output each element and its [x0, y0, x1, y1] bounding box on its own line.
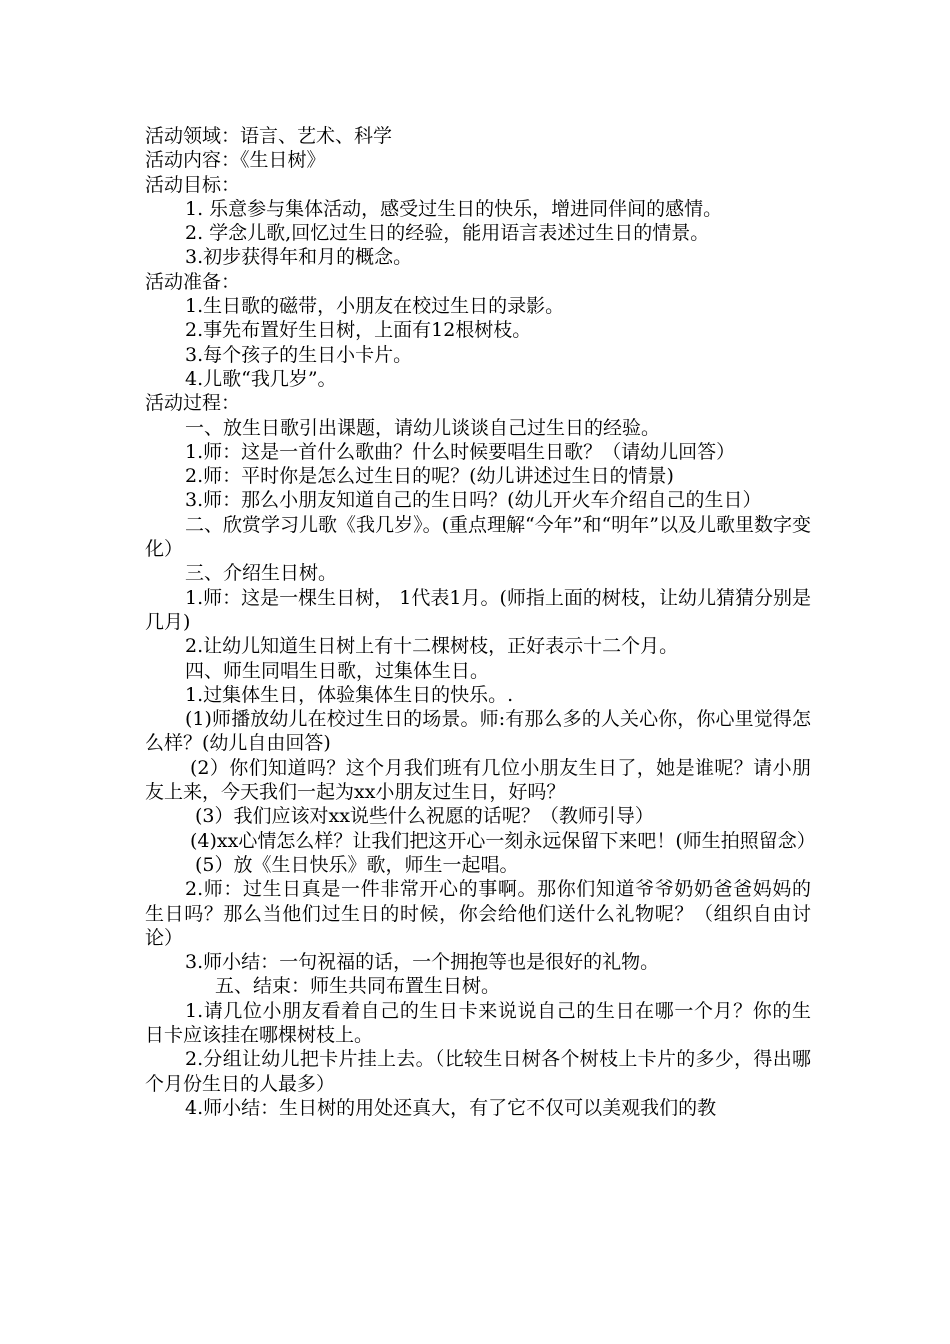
doc-line: (2）你们知道吗？这个月我们班有几位小朋友生日了，她是谁呢？请小朋友上来，今天我们一起为xx小朋友过生日，好吗？	[145, 756, 811, 804]
doc-line: 3.师：那么小朋友知道自己的生日吗？(幼儿开火车介绍自己的生日）	[185, 489, 762, 512]
doc-line: 2.师：过生日真是一件非常开心的事啊。那你们知道爷爷奶奶爸爸妈妈的生日吗？那么当他们过生日的时候，你会给他们送什么礼物呢？（组织自由讨论）	[145, 878, 811, 949]
doc-line: 3.每个孩子的生日小卡片。	[185, 343, 413, 366]
doc-line: 1.生日歌的磁带，小朋友在校过生日的录影。	[185, 295, 565, 318]
doc-line: 2. 学念儿歌,回忆过生日的经验，能用语言表述过生日的情景。	[185, 222, 710, 245]
doc-line: 3.师小结：一句祝福的话，一个拥抱等也是很好的礼物。	[185, 951, 660, 974]
doc-line: (5）放《生日快乐》歌，师生一起唱。	[195, 853, 519, 876]
doc-line: 活动目标：	[145, 173, 241, 196]
doc-line: 4.师小结：生日树的用处还真大，有了它不仅可以美观我们的教	[185, 1096, 717, 1119]
doc-line: 四、师生同唱生日歌，过集体生日。	[185, 659, 490, 682]
doc-line: 三、介绍生日树。	[185, 562, 338, 585]
doc-line: 2.让幼儿知道生日树上有十二棵树枝，正好表示十二个月。	[185, 635, 679, 658]
doc-line: 二、欣赏学习儿歌《我几岁》。(重点理解“今年”和“明年”以及儿歌里数字变化）	[145, 513, 811, 561]
doc-line: 1.师：这是一首什么歌曲？什么时候要唱生日歌？（请幼儿回答）	[185, 440, 736, 463]
doc-line: 1.请几位小朋友看着自己的生日卡来说说自己的生日在哪一个月？你的生日卡应该挂在哪棵树枝上。	[145, 999, 811, 1046]
doc-line: 1.师：这是一棵生日树， 1代表1月。(师指上面的树枝，让幼儿猜猜分别是几月)	[145, 586, 811, 633]
doc-line: 一、放生日歌引出课题，请幼儿谈谈自己过生日的经验。	[185, 416, 661, 439]
doc-line: 3.初步获得年和月的概念。	[185, 246, 413, 269]
document-body	[145, 124, 816, 1120]
doc-line: 4.儿歌“我几岁”。	[185, 367, 337, 390]
doc-line: (3）我们应该对xx说些什么祝愿的话呢？（教师引导）	[195, 805, 654, 828]
doc-line: 1.过集体生日，体验集体生日的快乐。.	[185, 683, 514, 706]
doc-line: 活动过程：	[145, 392, 241, 415]
doc-line: 活动领域：语言、艺术、科学	[145, 125, 393, 147]
doc-line: 1. 乐意参与集体活动，感受过生日的快乐，增进同伴间的感情。	[185, 197, 723, 220]
doc-line: 2.分组让幼儿把卡片挂上去。（比较生日树各个树枝上卡片的多少，得出哪个月份生日的人最多）	[145, 1048, 811, 1095]
doc-line: 活动内容：《生日树》	[145, 149, 326, 172]
doc-line: 五、结束：师生共同布置生日树。	[215, 975, 501, 998]
doc-line: (1)师播放幼儿在校过生日的场景。师:有那么多的人关心你，你心里觉得怎么样？(幼儿自由回答)	[145, 708, 811, 755]
doc-line: 2.师：平时你是怎么过生日的呢？(幼儿讲述过生日的情景)	[185, 465, 674, 488]
doc-line: 活动准备：	[145, 270, 241, 293]
doc-line: 2.事先布置好生日树，上面有12根树枝。	[185, 319, 532, 342]
doc-line: (4)xx心情怎么样？让我们把这开心一刻永远保留下来吧！(师生拍照留念）	[190, 829, 816, 852]
